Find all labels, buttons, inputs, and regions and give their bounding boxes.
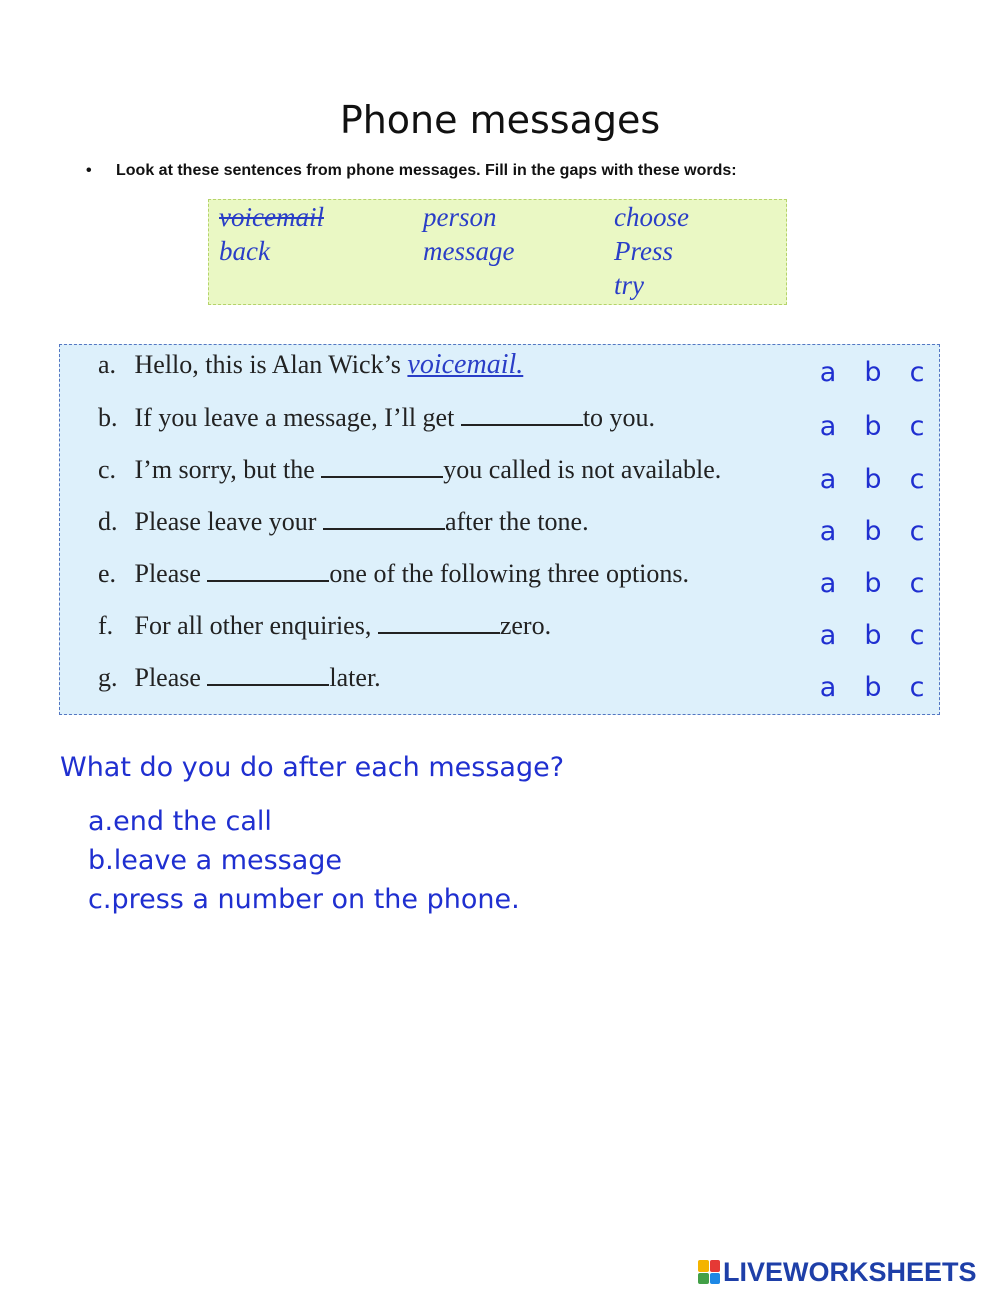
sentence-label: f. <box>98 611 114 640</box>
sentence-text: after the tone. <box>444 507 589 536</box>
word-bank-item[interactable]: Press <box>614 236 673 266</box>
word-bank-item[interactable]: message <box>423 236 515 266</box>
choice-c[interactable]: c <box>909 411 925 442</box>
gap-input[interactable] <box>378 612 500 634</box>
sentence-text: later. <box>329 663 381 692</box>
gap-input[interactable] <box>461 404 583 426</box>
choice-c[interactable]: c <box>909 672 925 703</box>
sentence-label: g. <box>98 663 118 692</box>
option-text: leave a message <box>113 845 343 876</box>
choice-c[interactable]: c <box>909 568 925 599</box>
word-bank-item[interactable]: choose <box>614 202 689 232</box>
choice-b[interactable]: b <box>864 357 882 388</box>
sentence-label: d. <box>98 507 118 536</box>
sentence-g <box>98 663 381 693</box>
word-bank-item[interactable]: try <box>614 270 644 300</box>
word-bank-item[interactable]: voicemail <box>219 202 324 232</box>
sentence-text: If you leave a message, I’ll get <box>134 403 461 432</box>
option-end-call[interactable] <box>88 806 272 837</box>
option-leave-message[interactable] <box>88 845 342 876</box>
gap-input[interactable] <box>321 456 443 478</box>
choice-b[interactable]: b <box>864 672 882 703</box>
option-letter: b. <box>88 845 114 876</box>
question-text: What do you do after each message? <box>60 752 565 783</box>
sentences-panel <box>59 344 940 715</box>
page-title: Phone messages <box>339 98 661 142</box>
sentence-label: a. <box>98 350 117 379</box>
word-bank-item[interactable]: back <box>219 236 270 266</box>
choice-b[interactable]: b <box>864 568 882 599</box>
choice-a[interactable]: a <box>819 620 837 651</box>
sentence-text: to you. <box>582 403 656 432</box>
gap-input[interactable] <box>207 560 329 582</box>
sentence-text: Please <box>134 559 208 588</box>
sentence-text: For all other enquiries, <box>134 611 378 640</box>
choice-c[interactable]: c <box>909 357 925 388</box>
choice-a[interactable]: a <box>819 516 837 547</box>
option-text: press a number on the phone. <box>111 884 520 915</box>
sentence-label: e. <box>98 559 117 588</box>
choice-a[interactable]: a <box>819 357 837 388</box>
sentence-text: Please <box>134 663 208 692</box>
word-bank <box>208 199 787 305</box>
option-press-number[interactable] <box>88 884 520 915</box>
choice-b[interactable]: b <box>864 464 882 495</box>
sentence-c <box>98 455 721 485</box>
sentence-text: Hello, this is Alan Wick’s <box>134 350 408 379</box>
sentence-text: I’m sorry, but the <box>134 455 322 484</box>
instruction <box>86 162 737 180</box>
choice-c[interactable]: c <box>909 464 925 495</box>
choice-b[interactable]: b <box>864 620 882 651</box>
sentence-label: c. <box>98 455 117 484</box>
choice-a[interactable]: a <box>819 464 837 495</box>
sentence-label: b. <box>98 403 118 432</box>
filled-answer[interactable]: voicemail. <box>407 349 524 380</box>
option-letter: c. <box>88 884 112 915</box>
choice-a[interactable]: a <box>819 568 837 599</box>
bullet-icon: • <box>86 162 92 179</box>
sentence-f <box>98 611 551 641</box>
logo-icon <box>698 1260 720 1284</box>
choice-b[interactable]: b <box>864 411 882 442</box>
sentence-a <box>98 349 523 381</box>
sentence-text: you called is not available. <box>443 455 722 484</box>
gap-input[interactable] <box>207 664 329 686</box>
option-letter: a. <box>88 806 114 837</box>
choice-b[interactable]: b <box>864 516 882 547</box>
sentence-text: one of the following three options. <box>329 559 690 588</box>
sentence-e <box>98 559 689 589</box>
choice-a[interactable]: a <box>819 411 837 442</box>
choice-a[interactable]: a <box>819 672 837 703</box>
sentence-text: Please leave your <box>134 507 323 536</box>
logo-text: LIVEWORKSHEETS <box>723 1256 977 1287</box>
sentence-text: zero. <box>499 611 552 640</box>
gap-input[interactable] <box>323 508 445 530</box>
choice-c[interactable]: c <box>909 620 925 651</box>
word-bank-item[interactable]: person <box>423 202 497 232</box>
sentence-d <box>98 507 589 537</box>
sentence-b <box>98 403 655 433</box>
option-text: end the call <box>113 806 272 837</box>
liveworksheets-logo <box>698 1256 977 1288</box>
instruction-text: Look at these sentences from phone messages. Fill in the gaps with these words: <box>116 162 737 179</box>
choice-c[interactable]: c <box>909 516 925 547</box>
